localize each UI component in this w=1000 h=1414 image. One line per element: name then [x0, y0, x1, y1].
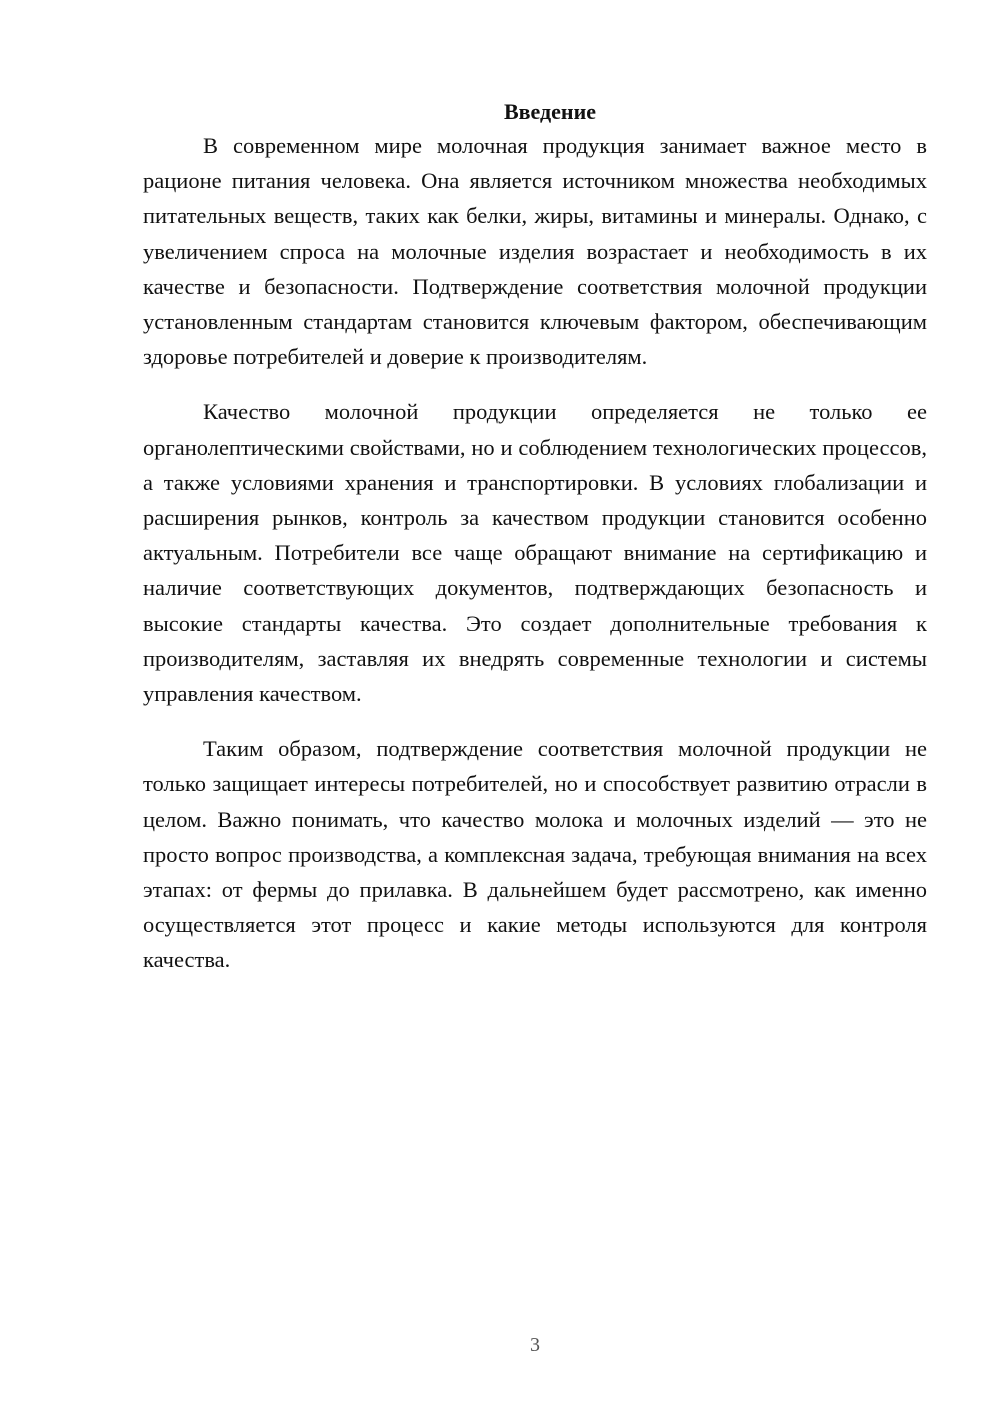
page-number: 3	[530, 1334, 540, 1356]
paragraph-2: Качество молочной продукции определяется не только ее органолептическими свойствами, но и соблюдением технологических процессов, а также условиями хранения и транспортировки. В условиях глобализации и расширения рынков, контроль за качеством продукции становится особенно актуальным. Потребители все чаще обращают внимание на сертификацию и наличие соответствующих документов, подтверждающих безопасность и высокие стандарты качества. Это создает дополнительные требования к производителям, заставляя их внедрять современные технологии и системы управления качеством.	[143, 399, 927, 707]
paragraph-1: В современном мире молочная продукция занимает важное место в рационе питания человека. Она является источником множества необходимых питательных веществ, таких как белки, жиры, витамины и минералы. Однако, с увеличением спроса на молочные изделия возрастает и необходимость в их качестве и безопасности. Подтверждение соответствия молочной продукции установленным стандартам становится ключевым фактором, обеспечивающим здоровье потребителей и доверие к производителям.	[143, 133, 927, 370]
page-content	[143, 96, 927, 978]
paragraph-3: Таким образом, подтверждение соответствия молочной продукции не только защищает интересы потребителей, но и способствует развитию отрасли в целом. Важно понимать, что качество молока и молочных изделий — это не просто вопрос производства, а комплексная задача, требующая внимания на всех этапах: от фермы до прилавка. В дальнейшем будет рассмотрено, как именно осуществляется этот процесс и какие методы используются для контроля качества.	[143, 736, 927, 973]
section-title: Введение	[503, 99, 597, 124]
